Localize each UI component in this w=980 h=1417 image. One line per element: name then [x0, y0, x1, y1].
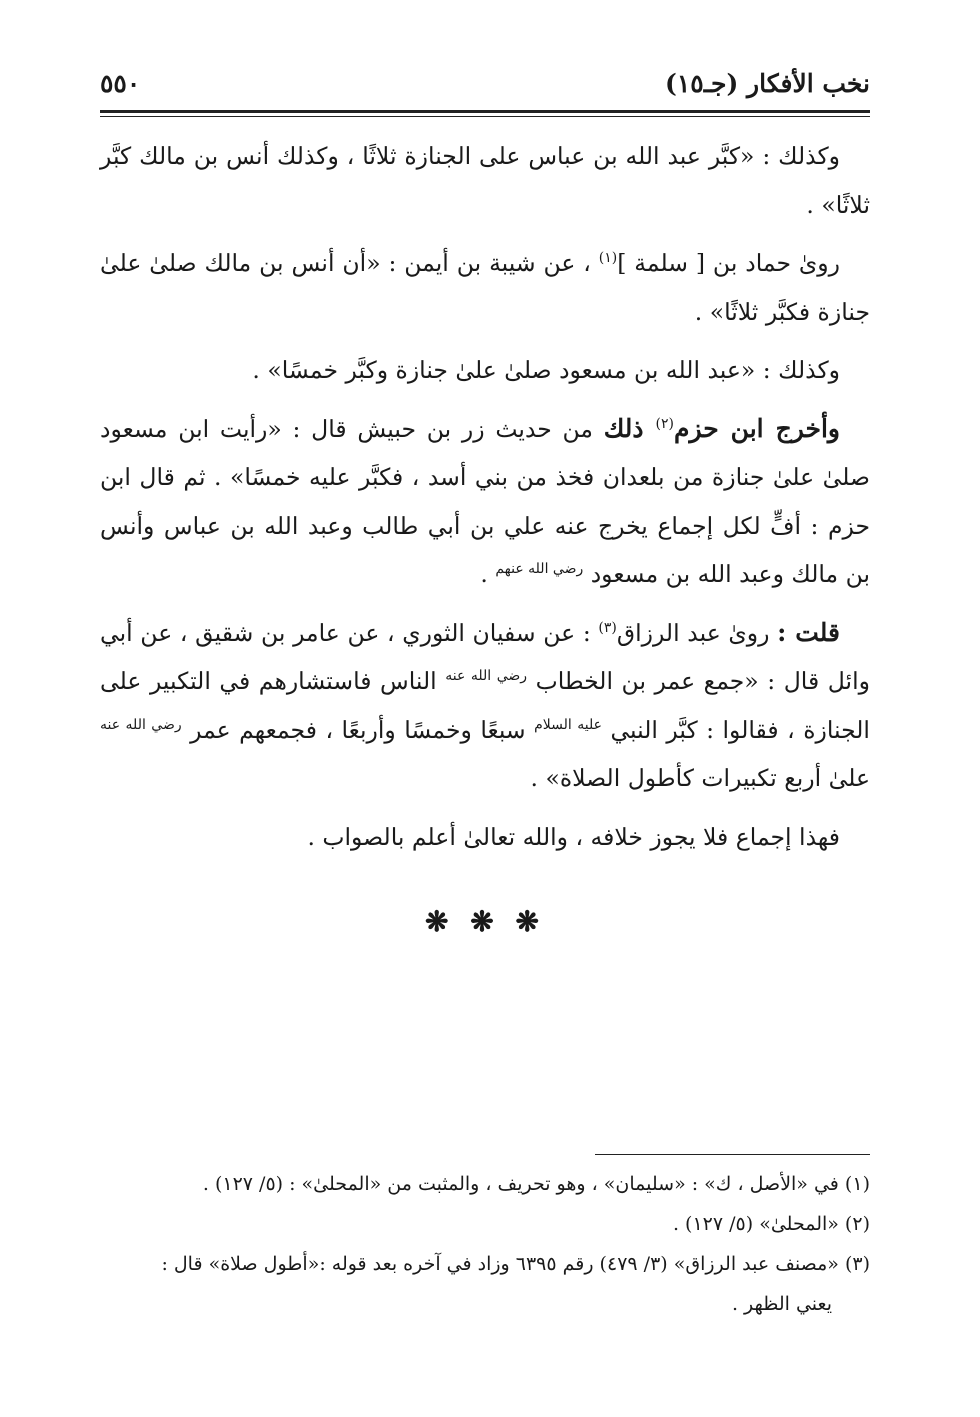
section-separator: ❋ ❋ ❋ [425, 905, 545, 938]
paragraph-5-text-d: سبعًا وخمسًا وأربعًا ، فجمعهم عمر [190, 715, 535, 744]
paragraph-4-text: من حديث زر بن حبيش قال : «رأيت ابن مسعود صلىٰ علىٰ جنازة من بلعدان فخذ من بني أسد ، فكبَّر عليه خمسًا» . ثم قال ابن حزم : أفٍّ لكل إجماع يخرج عنه علي بن أبي طالب وعبد الله بن عباس وأنس بن مالك وعبد الله بن مسعود [100, 414, 870, 588]
footnote-ref-3: (٣) [598, 619, 617, 636]
paragraph-4-lead-2: ذلك [603, 413, 656, 443]
footnote-ref-2: (٢) [655, 415, 674, 432]
paragraph-5-text-e: علىٰ أربع تكبيرات كأطول الصلاة» . [530, 764, 870, 792]
paragraph-5 [100, 609, 870, 803]
paragraph-5-text-a: روىٰ عبد الرزاق [616, 618, 778, 647]
header-rule-thin [100, 116, 870, 117]
footnote-2: (٢) «المحلىٰ» (٥/ ١٢٧) . [672, 1213, 870, 1235]
running-title: نخب الأفكار (جـ١٥) [664, 69, 870, 98]
paragraph-5-text-b: : عن سفيان الثوري ، عن عامر بن شقيق ، عن أبي وائل قال : «جمع عمر بن الخطاب [100, 618, 870, 695]
footnote-rule [595, 1154, 870, 1155]
footnote-3: (٣) «مصنف عبد الرزاق» (٣/ ٤٧٩) رقم ٦٣٩٥ وزاد في آخره بعد قوله :«أطول صلاة» قال : [161, 1253, 870, 1275]
paragraph-6: فهذا إجماع فلا يجوز خلافه ، والله تعالىٰ أعلم بالصواب . [307, 822, 840, 851]
paragraph-5-text-c: الناس فاستشارهم في التكبير على الجنازة ، فقالوا : كبَّر النبي [100, 667, 870, 744]
header-rule [100, 110, 870, 113]
paragraph-2-text-a: روىٰ حماد بن [ سلمة ] [617, 249, 841, 277]
footnote-3-continuation: يعني الظهر . [731, 1293, 832, 1315]
paragraph-2-text-b: ، عن شيبة بن أيمن : «أن أنس بن مالك صلىٰ علىٰ جنازة فكبَّر ثلاثًا» . [100, 249, 870, 326]
footnotes [100, 1166, 870, 1326]
paragraph-4-end: . [480, 560, 496, 588]
honorific-glyph: عليه السلام [534, 716, 602, 733]
honorific-glyph: رضي الله عنه [445, 668, 528, 685]
paragraph-4-lead: وأخرج ابن حزم [673, 413, 840, 443]
page-number: ٥٥٠ [100, 69, 141, 98]
footnote-1: (١) في «الأصل ، ك» : «سليمان» ، وهو تحريف ، والمثبت من «المحلىٰ» : (٥/ ١٢٧) . [202, 1173, 870, 1195]
book-page [100, 0, 870, 1417]
page-header [100, 64, 870, 108]
paragraph-1: وكذلك : «كبَّر عبد الله بن عباس على الجنازة ثلاثًا ، وكذلك أنس بن مالك كبَّر ثلاثًا» . [100, 142, 870, 219]
paragraph-2 [100, 239, 870, 336]
paragraph-5-lead: قلت : [777, 617, 840, 647]
honorific-glyph: رضي الله عنه [100, 716, 182, 733]
footnote-ref-1: (١) [598, 250, 618, 267]
main-text [100, 132, 870, 871]
honorific-glyph: رضي الله عنهم [495, 561, 584, 578]
paragraph-4 [100, 405, 870, 599]
paragraph-3: وكذلك : «عبد الله بن مسعود صلىٰ علىٰ جنازة وكبَّر خمسًا» . [252, 356, 840, 384]
